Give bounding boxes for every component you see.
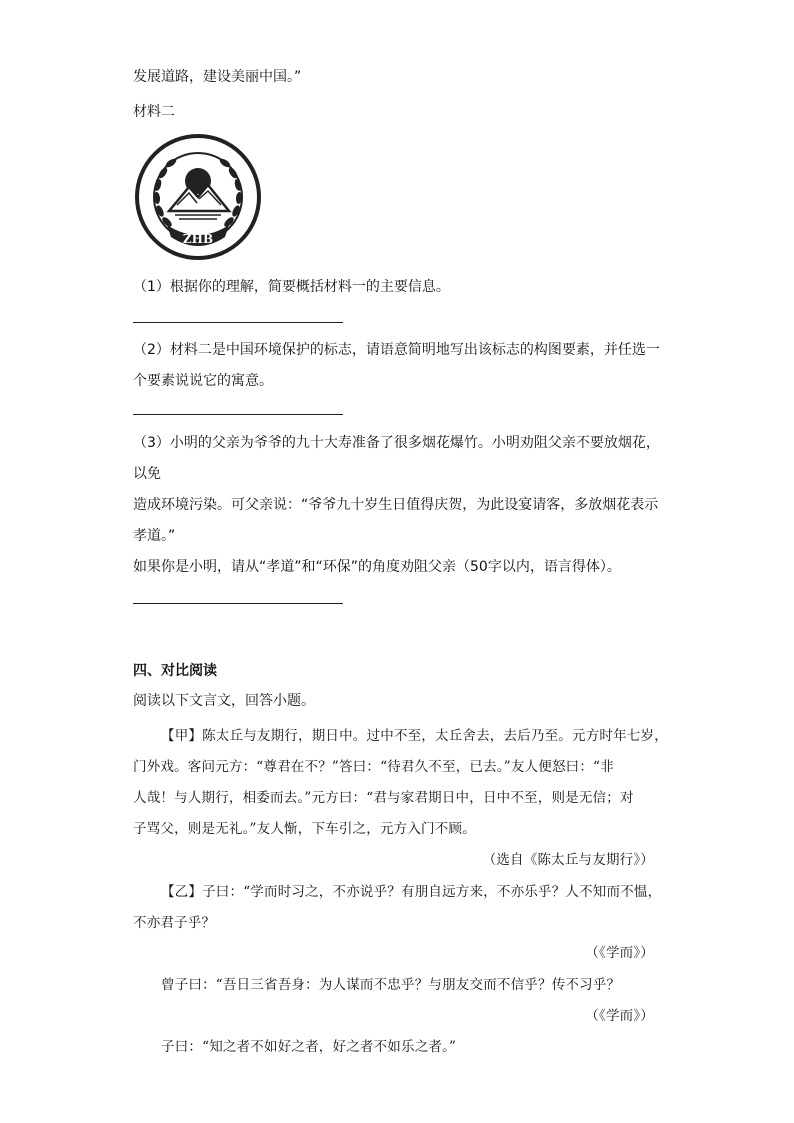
question-2-line-1: （2）材料二是中国环境保护的标志，请语意简明地写出该标志的构图要素，并任选一 [133, 342, 660, 358]
question-3-line-5: 如果你是小明，请从“孝道”和“环保”的角度劝阻父亲（50字以内，语言得体）。 [133, 559, 621, 575]
question-3-line-2: 以免 [133, 466, 161, 482]
passage-yi-line-1: 【乙】子曰：“学而时习之，不亦说乎？有朋自远方来，不亦乐乎？人不知而不愠， [161, 884, 662, 900]
answer-line-3 [133, 603, 343, 604]
question-1: （1）根据你的理解，简要概括材料一的主要信息。 [133, 279, 450, 295]
question-3-line-1: （3）小明的父亲为爷爷的九十大寿准备了很多烟花爆竹。小明劝阻父亲不要放烟花， [133, 435, 660, 451]
passage-jia-line-2: 门外戏。客问元方：“尊君在不？”答曰：“待君久不至，已去。”友人便怒曰：“非 [133, 759, 614, 775]
source-jia: （选自《陈太丘与友期行》） [482, 852, 654, 868]
answer-line-2 [133, 414, 343, 415]
zengzi-quote: 曾子曰：“吾日三省吾身：为人谋而不忠乎？与朋友交而不信乎？传不习乎？ [161, 977, 621, 993]
question-3-line-3: 造成环境污染。可父亲说：“爷爷九十岁生日值得庆贺，为此设宴请客，多放烟花表示 [133, 497, 659, 513]
passage-jia-line-3: 人哉！与人期行，相委而去。”元方曰：“君与家君期日中，日中不至，则是无信；对 [133, 790, 634, 806]
section-4-title: 四、对比阅读 [133, 663, 217, 679]
source-yi-1: （《学而》） [585, 945, 654, 961]
passage-jia-line-1: 【甲】陈太丘与友期行，期日中。过中不至，太丘舍去，去后乃至。元方时年七岁， [161, 728, 668, 744]
passage-yi-line-2: 不亦君子乎？ [133, 915, 216, 931]
question-3-line-4: 孝道。” [133, 528, 176, 544]
logo-lettering: ZHB [182, 232, 214, 246]
material2-label: 材料二 [133, 104, 175, 120]
source-yi-2: （《学而》） [585, 1008, 654, 1024]
answer-line-1 [133, 322, 343, 323]
zi-yue-quote: 子曰：“知之者不如好之者，好之者不如乐之者。” [161, 1039, 457, 1055]
material1-closing-line: 发展道路，建设美丽中国。” [133, 69, 302, 85]
section-4-intro: 阅读以下文言文，回答小题。 [133, 693, 315, 709]
passage-jia-line-4: 子骂父，则是无礼。”友人惭，下车引之，元方入门不顾。 [133, 821, 476, 837]
question-2-line-2: 个要素说说它的寓意。 [133, 373, 273, 389]
zhb-environmental-logo [133, 133, 263, 261]
